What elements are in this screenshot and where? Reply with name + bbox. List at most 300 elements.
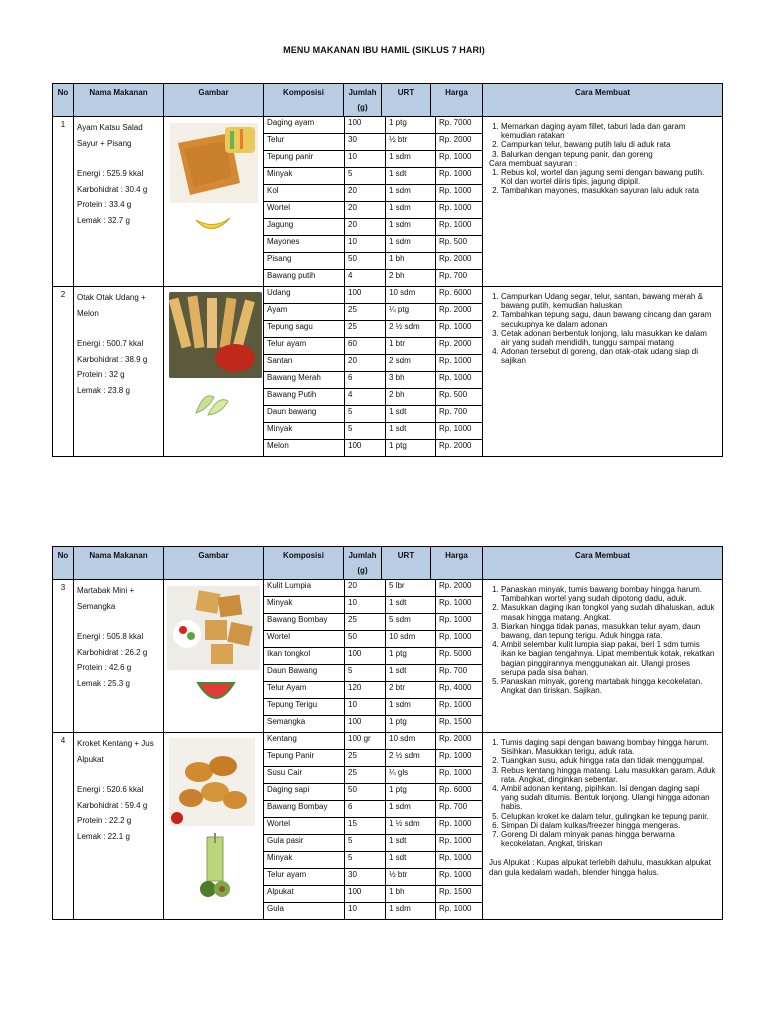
ingredient-amount: 100 — [345, 287, 386, 303]
fat: Lemak : 32.7 g — [77, 215, 130, 225]
dish-info — [74, 117, 164, 287]
ingredient-urt: 1 btr — [386, 338, 436, 354]
dish-info — [74, 733, 164, 920]
ingredient-urt: ½ btr — [386, 869, 436, 885]
ingredient-name: Telur ayam — [264, 338, 345, 354]
image-cell — [164, 580, 264, 733]
ingredient-urt: 1 sdt — [386, 168, 436, 184]
ingredient-price: Rp. 1000 — [439, 768, 472, 777]
table-row — [53, 733, 723, 920]
method-cell — [483, 287, 723, 457]
ingredient-name: Telur — [264, 134, 345, 150]
ingredient-price: Rp. 4000 — [439, 683, 472, 692]
menu-table-2 — [52, 546, 723, 920]
ingredient-name: Tepung panir — [264, 151, 345, 167]
ingredient-price: Rp. 1000 — [439, 322, 472, 331]
ingredient-urt: 1 ptg — [386, 440, 436, 456]
ingredient-row — [264, 202, 482, 219]
ingredient-name: Jagung — [264, 219, 345, 235]
otak-otak-photo — [169, 292, 262, 378]
ingredient-urt: 1 ptg — [386, 784, 436, 800]
method-step: 1. Campurkan Udang segar, telur, santan, bawang merah & bawang putih, kemudian haluskan — [501, 292, 716, 310]
ingredient-price: Rp. 6000 — [439, 785, 472, 794]
ingredient-price: Rp. 1000 — [439, 904, 472, 913]
composition-cell — [264, 733, 483, 920]
composition-cell — [264, 287, 483, 457]
ingredient-price: Rp. 1000 — [439, 186, 472, 195]
ingredient-amount: 100 — [345, 648, 386, 664]
ingredient-urt: 1 sdm — [386, 219, 436, 235]
ingredient-name: Ikan tongkol — [264, 648, 345, 664]
ingredient-price: Rp. 2000 — [439, 254, 472, 263]
composition-cell — [264, 117, 483, 287]
ingredient-amount: 25 — [345, 767, 386, 783]
banana-photo — [194, 214, 232, 236]
ingredient-row — [264, 869, 482, 886]
ingredient-urt: 1 sdt — [386, 423, 436, 439]
method-step: 3. Balurkan dengan tepung panir, dan goreng — [501, 150, 716, 159]
method-steps — [486, 290, 719, 368]
ingredient-amount: 4 — [345, 270, 386, 286]
ingredient-amount: 100 — [345, 440, 386, 456]
ingredient-amount: 100 — [345, 716, 386, 732]
ingredient-name: Mayones — [264, 236, 345, 252]
ingredient-row — [264, 355, 482, 372]
protein: Protein : 42.6 g — [77, 663, 132, 672]
ingredient-amount: 6 — [345, 372, 386, 388]
ingredient-row — [264, 801, 482, 818]
row-number: 2 — [53, 287, 74, 457]
ingredient-row — [264, 253, 482, 270]
ingredient-price: Rp. 1000 — [439, 152, 472, 161]
protein: Protein : 32 g — [77, 370, 125, 379]
table-row — [53, 580, 723, 733]
method-cell — [483, 117, 723, 287]
fat: Lemak : 22.1 g — [77, 831, 130, 841]
ingredient-price: Rp. 1000 — [439, 870, 472, 879]
table-header-row — [53, 547, 723, 580]
method-step: 3. Biarkan hingga tidak panas, masukkan telur ayam, daun bawang, dan tepung terigu. Aduk hingga rata. — [501, 622, 716, 640]
ingredient-price: Rp. 1000 — [439, 615, 472, 624]
ingredient-row — [264, 835, 482, 852]
method-cell — [483, 580, 723, 733]
header-price: Harga — [431, 547, 483, 580]
header-composition: Komposisi — [264, 84, 344, 117]
ingredient-name: Pisang — [264, 253, 345, 269]
ingredient-row — [264, 631, 482, 648]
ingredient-row — [264, 784, 482, 801]
ingredient-name: Melon — [264, 440, 345, 456]
dish-name: Kroket Kentang + Jus Alpukat — [77, 739, 154, 764]
header-urt: URT — [382, 547, 431, 580]
ingredient-amount: 50 — [345, 253, 386, 269]
ingredient-row — [264, 117, 482, 134]
method-step: 4. Ambil selembar kulit lumpia siap pakai, beri 1 sdm tumis ikan ke bagian tengahnya. Lipat membentuk kotak, rekatkan bagian pinggirannya menggunakan air. Ulangi proses serupa pada sisa bahan. — [501, 640, 716, 677]
method-step: 4. Ambil adonan kentang, pipihkan. Isi dengan daging sapi yang sudah ditumis. Bentuk lonjong. Ulangi hingga adonan habis. — [501, 784, 716, 812]
method-cell — [483, 733, 723, 920]
ingredient-row — [264, 733, 482, 750]
ingredient-amount: 20 — [345, 202, 386, 218]
ingredient-price: Rp. 2000 — [439, 305, 472, 314]
ingredient-name: Wortel — [264, 818, 345, 834]
ingredient-price: Rp. 5000 — [439, 649, 472, 658]
ingredient-urt: 2 ½ sdm — [386, 750, 436, 766]
ingredient-row — [264, 338, 482, 355]
ingredient-name: Semangka — [264, 716, 345, 732]
method-step: 2. Tuangkan susu, aduk hingga rata dan tidak menggumpal. — [501, 756, 716, 765]
ingredient-amount: 15 — [345, 818, 386, 834]
ingredient-price: Rp. 1000 — [439, 203, 472, 212]
table-row — [53, 117, 723, 287]
ingredient-amount: 100 — [345, 886, 386, 902]
method-step: 1. Panaskan minyak, tumis bawang bombay hingga harum. Tambahkan wortel yang sudah dipotong dadu, aduk. — [501, 585, 716, 603]
ingredient-row — [264, 389, 482, 406]
ingredient-row — [264, 903, 482, 919]
ingredient-amount: 50 — [345, 631, 386, 647]
ingredient-amount: 5 — [345, 835, 386, 851]
method-step: 3. Cetak adonan berbentuk lonjong, lalu masukkan ke dalam air yang sudah mendidih, tunggu sampai matang — [501, 329, 716, 347]
ingredient-name: Daun Bawang — [264, 665, 345, 681]
method-steps — [486, 583, 719, 697]
ingredient-name: Alpukat — [264, 886, 345, 902]
ingredient-row — [264, 614, 482, 631]
header-image: Gambar — [164, 84, 264, 117]
ingredient-price: Rp. 1000 — [439, 853, 472, 862]
ingredient-price: Rp. 1000 — [439, 836, 472, 845]
ingredient-price: Rp. 6000 — [439, 288, 472, 297]
ingredient-urt: 1 ptg — [386, 648, 436, 664]
ingredient-row — [264, 423, 482, 440]
ingredient-row — [264, 151, 482, 168]
header-price: Harga — [431, 84, 483, 117]
ingredient-name: Bawang Bombay — [264, 801, 345, 817]
ingredient-row — [264, 372, 482, 389]
dish-name: Otak Otak Udang + Melon — [77, 293, 146, 318]
ayam-katsu-photo — [170, 123, 258, 203]
ingredient-name: Gula — [264, 903, 345, 919]
ingredient-urt: ¼ ptg — [386, 304, 436, 320]
protein: Protein : 33.4 g — [77, 200, 132, 209]
ingredient-amount: 25 — [345, 321, 386, 337]
ingredient-name: Santan — [264, 355, 345, 371]
ingredient-price: Rp. 1000 — [439, 700, 472, 709]
method-step: 5. Panaskan minyak, goreng martabak hingga kecokelatan. Angkat dan tiriskan. Sajikan. — [501, 677, 716, 695]
ingredient-price: Rp. 2000 — [439, 581, 472, 590]
ingredient-urt: 10 sdm — [386, 733, 436, 749]
ingredient-price: Rp. 1500 — [439, 887, 472, 896]
method-step: 6. Simpan Di dalam kulkas/freezer hingga mengeras. — [501, 821, 716, 830]
row-number: 4 — [53, 733, 74, 920]
method-steps — [486, 736, 719, 879]
method-subtitle: Cara membuat sayuran : — [489, 158, 578, 168]
ingredient-amount: 25 — [345, 304, 386, 320]
ingredient-amount: 50 — [345, 784, 386, 800]
ingredient-urt: 5 sdm — [386, 614, 436, 630]
ingredient-amount: 30 — [345, 134, 386, 150]
method-step: 2. Tambahkan mayones, masukkan sayuran lalu aduk rata — [501, 186, 716, 195]
method-step: 2. Masukkan daging ikan tongkol yang sudah dihaluskan, aduk masak hingga matang. Angkat. — [501, 603, 716, 621]
ingredient-urt: 5 lbr — [386, 580, 436, 596]
ingredient-name: Kentang — [264, 733, 345, 749]
ingredient-urt: 3 bh — [386, 372, 436, 388]
method-step: 4. Adonan tersebut di goreng, dan otak-otak udang siap di sajikan — [501, 347, 716, 365]
ingredient-row — [264, 597, 482, 614]
ingredient-name: Bawang Merah — [264, 372, 345, 388]
method-step: 1. Memarkan daging ayam fillet, taburi lada dan garam kemudian ratakan — [501, 122, 716, 140]
avocado-juice-photo — [198, 833, 232, 899]
dish-info — [74, 287, 164, 457]
menu-table-1 — [52, 83, 723, 457]
ingredient-price: Rp. 1000 — [439, 598, 472, 607]
ingredient-urt: 1 sdm — [386, 202, 436, 218]
ingredient-name: Daging ayam — [264, 117, 345, 133]
ingredient-row — [264, 168, 482, 185]
energy: Energi : 525.9 kkal — [77, 169, 144, 178]
ingredient-name: Minyak — [264, 597, 345, 613]
ingredient-urt: 2 ½ sdm — [386, 321, 436, 337]
header-urt: URT — [382, 84, 431, 117]
ingredient-amount: 10 — [345, 236, 386, 252]
juice-note: Jus Alpukat : Kupas alpukat terlebih dahulu, masukkan alpukat dan gula kedalam wadah, blender hingga halus. — [489, 858, 711, 877]
ingredient-urt: 1 sdm — [386, 185, 436, 201]
ingredient-row — [264, 648, 482, 665]
dish-info — [74, 580, 164, 733]
ingredient-price: Rp. 1000 — [439, 632, 472, 641]
ingredient-name: Gula pasir — [264, 835, 345, 851]
ingredient-amount: 20 — [345, 580, 386, 596]
ingredient-name: Bawang Putih — [264, 389, 345, 405]
ingredient-name: Bawang Bombay — [264, 614, 345, 630]
ingredient-amount: 5 — [345, 168, 386, 184]
ingredient-amount: 6 — [345, 801, 386, 817]
dish-name: Martabak Mini + Semangka — [77, 586, 135, 611]
ingredient-urt: 1 sdm — [386, 236, 436, 252]
ingredient-row — [264, 852, 482, 869]
martabak-photo — [167, 586, 260, 670]
header-name: Nama Makanan — [74, 547, 164, 580]
ingredient-amount: 30 — [345, 869, 386, 885]
image-cell — [164, 287, 264, 457]
method-step: 1. Rebus kol, wortel dan jagung semi dengan bawang putih. Kol dan wortel diiris tipis, jagung dipipil. — [501, 168, 716, 186]
ingredient-name: Minyak — [264, 852, 345, 868]
energy: Energi : 505.8 kkal — [77, 632, 144, 641]
ingredient-name: Kol — [264, 185, 345, 201]
ingredient-amount: 100 — [345, 117, 386, 133]
page-title: MENU MAKANAN IBU HAMIL (SIKLUS 7 HARI) — [283, 45, 485, 55]
ingredient-urt: 1 ½ sdm — [386, 818, 436, 834]
ingredient-price: Rp. 7000 — [439, 118, 472, 127]
ingredient-urt: 1 sdm — [386, 903, 436, 919]
ingredient-urt: ½ btr — [386, 134, 436, 150]
energy: Energi : 500.7 kkal — [77, 339, 144, 348]
method-step: 3. Rebus kentang hingga matang. Lalu masukkan garam. Aduk rata. Angkat, dinginkan sebentar. — [501, 766, 716, 784]
ingredient-row — [264, 886, 482, 903]
ingredient-amount: 100 gr — [345, 733, 386, 749]
ingredient-urt: 1 ptg — [386, 716, 436, 732]
header-amount: Jumlah (g) — [344, 84, 382, 117]
ingredient-name: Minyak — [264, 168, 345, 184]
ingredient-price: Rp. 500 — [439, 390, 468, 399]
composition-cell — [264, 580, 483, 733]
ingredient-urt: 1 sdt — [386, 835, 436, 851]
ingredient-amount: 20 — [345, 355, 386, 371]
dish-name: Ayam Katsu Salad Sayur + Pisang — [77, 123, 143, 148]
fat: Lemak : 25.3 g — [77, 678, 130, 688]
ingredient-price: Rp. 1000 — [439, 424, 472, 433]
ingredient-urt: 1 ptg — [386, 117, 436, 133]
ingredient-row — [264, 750, 482, 767]
table-header-row — [53, 84, 723, 117]
ingredient-amount: 25 — [345, 614, 386, 630]
ingredient-urt: 1 sdt — [386, 852, 436, 868]
method-step: 7. Goreng Di dalam minyak panas hingga berwarna kecokelatan. Angkat, tiriskan — [501, 830, 716, 848]
ingredient-urt: 1 sdt — [386, 597, 436, 613]
header-image: Gambar — [164, 547, 264, 580]
ingredient-urt: 1 bh — [386, 886, 436, 902]
ingredient-amount: 10 — [345, 597, 386, 613]
ingredient-urt: 1 sdm — [386, 699, 436, 715]
ingredient-name: Telur ayam — [264, 869, 345, 885]
ingredient-name: Udang — [264, 287, 345, 303]
method-step: 1. Tumis daging sapi dengan bawang bombay hingga harum. Sisihkan. Masukkan terigu, aduk rata. — [501, 738, 716, 756]
carbs: Karbohidrat : 38.9 g — [77, 354, 148, 364]
ingredient-price: Rp. 700 — [439, 802, 468, 811]
ingredient-row — [264, 716, 482, 732]
ingredient-urt: 10 sdm — [386, 287, 436, 303]
header-no: No — [53, 84, 74, 117]
energy: Energi : 520.6 kkal — [77, 785, 144, 794]
ingredient-price: Rp. 1000 — [439, 169, 472, 178]
ingredient-price: Rp. 1000 — [439, 751, 472, 760]
header-no: No — [53, 547, 74, 580]
header-method: Cara Membuat — [483, 84, 723, 117]
method-step: 5. Celupkan kroket ke dalam telur, gulingkan ke tepung panir. — [501, 812, 716, 821]
ingredient-name: Wortel — [264, 202, 345, 218]
ingredient-price: Rp. 700 — [439, 666, 468, 675]
ingredient-row — [264, 236, 482, 253]
ingredient-amount: 10 — [345, 903, 386, 919]
ingredient-amount: 5 — [345, 665, 386, 681]
ingredient-amount: 10 — [345, 699, 386, 715]
watermelon-photo — [196, 679, 236, 703]
ingredient-amount: 25 — [345, 750, 386, 766]
ingredient-urt: 1 sdt — [386, 406, 436, 422]
method-steps — [486, 120, 719, 198]
row-number: 1 — [53, 117, 74, 287]
ingredient-name: Ayam — [264, 304, 345, 320]
ingredient-name: Tepung Terigu — [264, 699, 345, 715]
ingredient-amount: 4 — [345, 389, 386, 405]
ingredient-price: Rp. 1000 — [439, 356, 472, 365]
ingredient-name: Wortel — [264, 631, 345, 647]
ingredient-row — [264, 818, 482, 835]
ingredient-amount: 5 — [345, 423, 386, 439]
image-cell — [164, 117, 264, 287]
method-step: 2. Campurkan telur, bawang putih lalu di aduk rata — [501, 140, 716, 149]
ingredient-price: Rp. 500 — [439, 237, 468, 246]
header-composition: Komposisi — [264, 547, 344, 580]
ingredient-urt: 2 bh — [386, 389, 436, 405]
ingredient-row — [264, 580, 482, 597]
ingredient-price: Rp. 2000 — [439, 441, 472, 450]
ingredient-amount: 20 — [345, 185, 386, 201]
ingredient-row — [264, 287, 482, 304]
ingredient-row — [264, 270, 482, 286]
ingredient-name: Telur Ayam — [264, 682, 345, 698]
ingredient-price: Rp. 2000 — [439, 734, 472, 743]
ingredient-urt: 2 bh — [386, 270, 436, 286]
ingredient-urt: 1 bh — [386, 253, 436, 269]
ingredient-price: Rp. 1500 — [439, 717, 472, 726]
ingredient-amount: 120 — [345, 682, 386, 698]
image-cell — [164, 733, 264, 920]
ingredient-price: Rp. 2000 — [439, 339, 472, 348]
ingredient-urt: 1 sdm — [386, 151, 436, 167]
ingredient-urt: 2 sdm — [386, 355, 436, 371]
carbs: Karbohidrat : 59.4 g — [77, 800, 148, 810]
ingredient-urt: 2 btr — [386, 682, 436, 698]
ingredient-name: Susu Cair — [264, 767, 345, 783]
carbs: Karbohidrat : 30.4 g — [77, 184, 148, 194]
fat: Lemak : 23.8 g — [77, 385, 130, 395]
ingredient-amount: 60 — [345, 338, 386, 354]
ingredient-name: Minyak — [264, 423, 345, 439]
ingredient-price: Rp. 1000 — [439, 220, 472, 229]
protein: Protein : 22.2 g — [77, 816, 132, 825]
ingredient-urt: ¼ gls — [386, 767, 436, 783]
ingredient-row — [264, 682, 482, 699]
ingredient-name: Daun bawang — [264, 406, 345, 422]
header-method: Cara Membuat — [483, 547, 723, 580]
ingredient-urt: 1 sdt — [386, 665, 436, 681]
ingredient-row — [264, 185, 482, 202]
method-step: 2. Tambahkan tepung sagu, daun bawang cincang dan garam secukupnya ke dalam adonan — [501, 310, 716, 328]
ingredient-row — [264, 219, 482, 236]
ingredient-row — [264, 699, 482, 716]
ingredient-price: Rp. 2000 — [439, 135, 472, 144]
ingredient-row — [264, 440, 482, 456]
row-number: 3 — [53, 580, 74, 733]
ingredient-price: Rp. 700 — [439, 271, 468, 280]
ingredient-row — [264, 767, 482, 784]
ingredient-urt: 10 sdm — [386, 631, 436, 647]
header-name: Nama Makanan — [74, 84, 164, 117]
ingredient-row — [264, 321, 482, 338]
ingredient-row — [264, 304, 482, 321]
kroket-photo — [169, 738, 255, 826]
ingredient-amount: 5 — [345, 406, 386, 422]
ingredient-amount: 20 — [345, 219, 386, 235]
ingredient-amount: 5 — [345, 852, 386, 868]
ingredient-row — [264, 406, 482, 423]
ingredient-row — [264, 134, 482, 151]
ingredient-name: Tepung Panir — [264, 750, 345, 766]
carbs: Karbohidrat : 26.2 g — [77, 647, 148, 657]
ingredient-name: Kulit Lumpia — [264, 580, 345, 596]
melon-photo — [192, 389, 232, 419]
ingredient-amount: 10 — [345, 151, 386, 167]
header-amount: Jumlah (g) — [344, 547, 382, 580]
ingredient-name: Tepung sagu — [264, 321, 345, 337]
ingredient-row — [264, 665, 482, 682]
ingredient-urt: 1 sdm — [386, 801, 436, 817]
ingredient-price: Rp. 700 — [439, 407, 468, 416]
ingredient-name: Bawang putih — [264, 270, 345, 286]
ingredient-name: Daging sapi — [264, 784, 345, 800]
ingredient-price: Rp. 1000 — [439, 373, 472, 382]
ingredient-price: Rp. 1000 — [439, 819, 472, 828]
table-row — [53, 287, 723, 457]
